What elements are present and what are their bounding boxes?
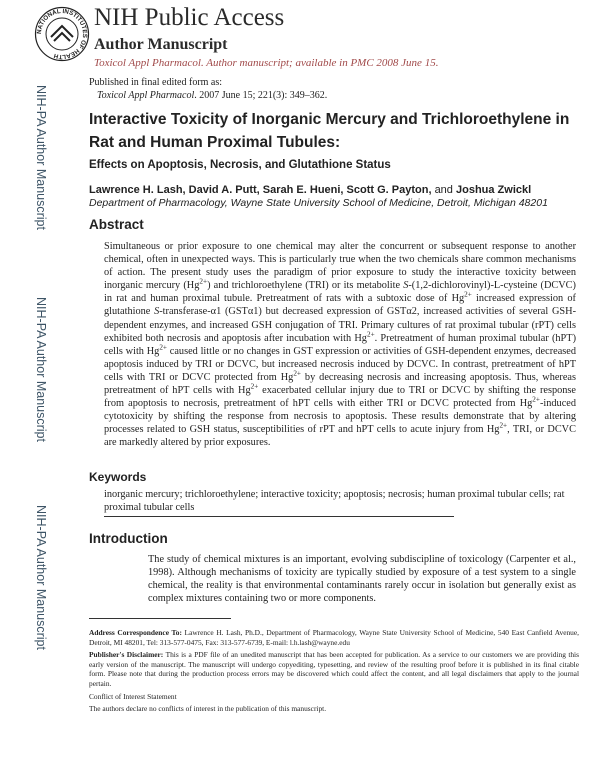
nih-logo — [34, 6, 90, 62]
side-watermark: NIH-PA Author Manuscript — [34, 85, 48, 230]
publisher-disclaimer: Publisher's Disclaimer: This is a PDF file of an unedited manuscript that has been accepted for publication. As a service to our customers we are providing this early version of the manuscript. The manuscript will undergo copyediting, typesetting, and review of the resulting proof before it is published in its final citable form. Please note that during the production process errors may be discovered which could affect the content, and all legal disclaimers that apply to the journal pertain. — [89, 650, 579, 688]
authors-last: Joshua Zwickl — [455, 184, 532, 196]
logo-ring-text: NATIONAL INSTITUTES OF HEALTH — [35, 7, 89, 61]
publication-citation — [89, 89, 327, 102]
conflict-heading: Conflict of Interest Statement — [89, 691, 177, 701]
author-list — [89, 184, 531, 196]
correspondence-note: Address Correspondence To: Lawrence H. Lash, Ph.D., Department of Pharmacology, Wayne State University School of Medicine, 540 East Canfield Avenue, Detroit, MI 48201, Tel: 313-577-0475, Fax: 313-577-6739, E-mail: l.h.lash@wayne.edu — [89, 628, 579, 647]
article-subtitle: Effects on Apoptosis, Necrosis, and Glutathione Status — [89, 159, 391, 171]
keywords-heading: Keywords — [89, 470, 147, 484]
abstract-heading: Abstract — [89, 217, 144, 232]
header-source-line: Toxicol Appl Pharmacol. Author manuscript; available in PMC 2008 June 15. — [94, 57, 439, 69]
citation-details: . 2007 June 15; 221(3): 349–362. — [194, 90, 328, 101]
introduction-heading: Introduction — [89, 531, 168, 546]
publication-info — [89, 76, 327, 102]
side-watermark: NIH-PA Author Manuscript — [34, 297, 48, 442]
article-title: Interactive Toxicity of Inorganic Mercury and Trichloroethylene in Rat and Human Proximal Tubules: — [89, 111, 570, 151]
abstract-body: Simultaneous or prior exposure to one chemical may alter the concurrent or subsequent response to another chemical, often in unexpected ways. This is particularly true when the two chemicals share common mechanisms of action. The present study uses the paradigm of prior exposure to study the interactive toxicity between inorganic mercury $(Hg^{2+})$ and trichloroethylene (TRI) or its metabolite S-(1,2-dichlorovinyl)-L-cysteine (DCVC) in rat and human proximal tubule. Pretreatment of rats with a subtoxic dose of $Hg^{2+}$ increased expression of glutathione S-transferase-α1 (GSTα1) but decreased expression of GSTα2, increased activities of several GSH-dependent enzymes, and increased GSH conjugation of TRI. Primary cultures of rat proximal tubular (rPT) cells exhibited both necrosis and apoptosis after incubation with $Hg^{2+}$. Pretreatment of human proximal tubular (hPT) cells with $Hg^{2+}$ caused little or no changes in GST expression or activities of GSH-dependent enzymes, decreased apoptosis induced by TRI or DCVC, but increased necrosis induced by DCVC. In contrast, pretreatment of hPT cells with TRI or DCVC protected from $Hg^{2+}$ by decreasing necrosis and increasing apoptosis. Thus, whereas pretreatment of hPT cells with $Hg^{2+}$ exacerbated cellular injury due to TRI or DCVC by shifting the response from apoptosis to necrosis, pretreatment of hPT cells with either TRI or DCVC protected from $Hg^{2+}$-induced cytotoxicity by shifting the response from necrosis to apoptosis. These results demonstrate that by altering processes related to GSH status, susceptibilities of rPT and hPT cells to acute injury from $Hg^{2+}$, TRI, or DCVC are markedly altered by prior exposures. — [104, 241, 576, 449]
divider — [104, 516, 454, 517]
publication-label: Published in final edited form as: — [89, 77, 223, 88]
affiliation: Department of Pharmacology, Wayne State University School of Medicine, Detroit, Michigan 48201 — [89, 197, 548, 209]
side-watermark: NIH-PA Author Manuscript — [34, 505, 48, 650]
authors-and: and — [434, 184, 453, 196]
journal-name: Toxicol Appl Pharmacol — [97, 90, 195, 101]
header-subtitle: Author Manuscript — [94, 36, 228, 53]
header-title: NIH Public Access — [94, 4, 285, 31]
footnote-divider — [89, 618, 231, 619]
authors-main: Lawrence H. Lash, David A. Putt, Sarah E. Hueni, Scott G. Payton, — [89, 184, 432, 196]
keywords-text: inorganic mercury; trichloroethylene; interactive toxicity; apoptosis; necrosis; human proximal tubular cells; rat proximal tubular cells — [104, 489, 565, 513]
footnotes — [89, 628, 579, 714]
conflict-text: The authors declare no conflicts of interest in the publication of this manuscript. — [89, 704, 327, 714]
introduction-text: The study of chemical mixtures is an important, evolving subdiscipline of toxicology (Carpenter et al., 1998). Although mechanisms of toxicity are typically studied by exposure of a test system to a single chemical, the reality is that environmental contaminants rarely occur in isolation but generally exist as complex mixtures containing two or more components. — [148, 554, 576, 604]
